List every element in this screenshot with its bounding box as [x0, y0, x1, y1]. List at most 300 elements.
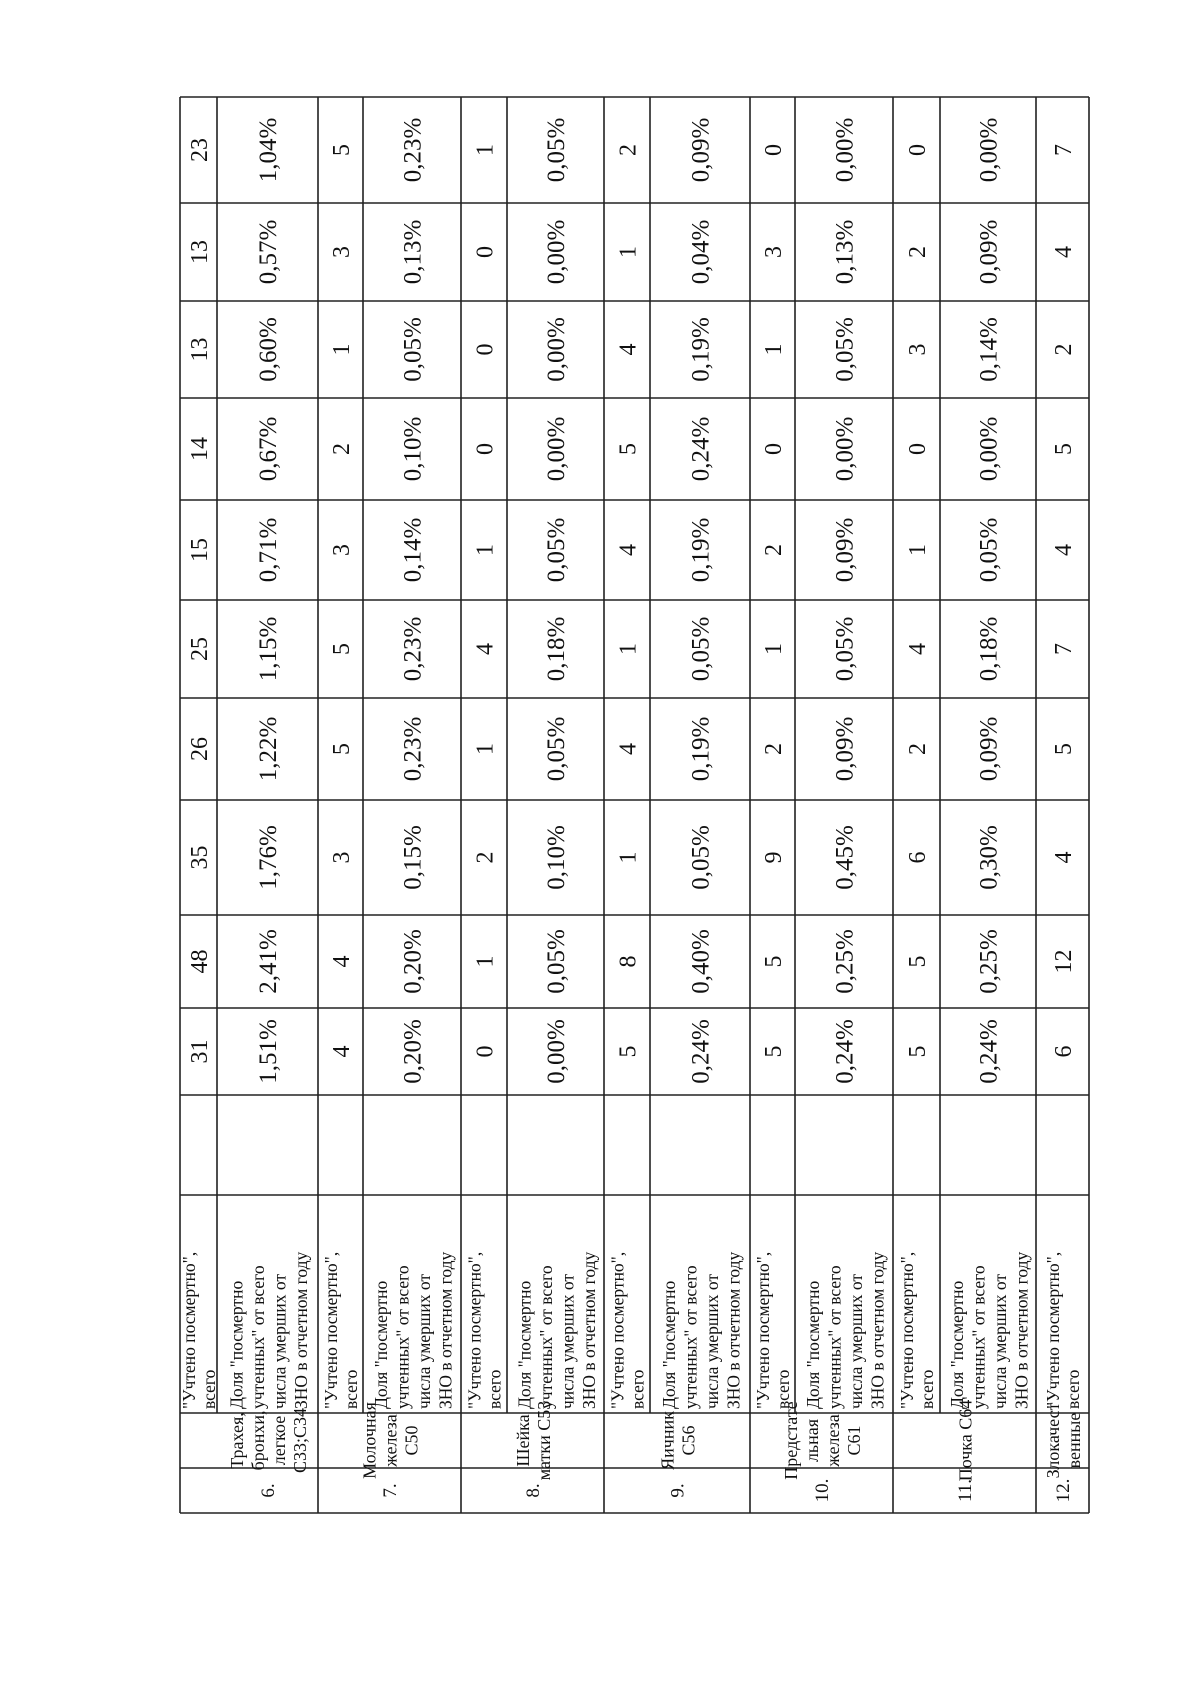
share-row-label-line: числа умерших от: [701, 1273, 722, 1409]
count-value-line: 4: [472, 643, 499, 655]
column-number-header-line: 13: [187, 337, 214, 362]
share-row-label-line: числа умерших от: [269, 1273, 290, 1409]
share-value-line: 0,25%: [975, 929, 1003, 994]
count-row-label: [608, 1252, 648, 1409]
count-value: [473, 443, 499, 455]
disease-name-line: С56: [678, 1425, 699, 1456]
disease-name: [955, 1400, 975, 1482]
share-value-line: 0,14%: [975, 317, 1003, 382]
column-number-header-line: 23: [187, 138, 214, 162]
share-value: [543, 825, 570, 890]
share-value: [255, 220, 282, 285]
share-value-line: 0,09%: [975, 219, 1003, 285]
count-value-line: 4: [1051, 246, 1078, 258]
share-value: [832, 1019, 859, 1084]
share-value-line: 0,00%: [543, 219, 571, 285]
share-value-line: 0,05%: [399, 317, 427, 382]
count-value-line: 9: [761, 851, 788, 864]
count-value-line: 2: [615, 144, 642, 156]
column-number-header: [187, 138, 213, 162]
count-value: [473, 643, 499, 655]
count-value-line: 5: [615, 1045, 642, 1058]
column-number-header-line: 31: [187, 1039, 214, 1064]
count-value-line: 0: [905, 443, 932, 455]
count-value-line: 5: [905, 955, 932, 968]
share-value-line: 0,13%: [399, 219, 427, 285]
share-value: [976, 1019, 1003, 1084]
count-value-line: 2: [761, 743, 788, 755]
disease-name: [1043, 1402, 1084, 1478]
rotated-statistics-table: [179, 97, 1089, 1513]
row-number-line: 6.: [258, 1483, 280, 1498]
disease-name-line: С33;С34: [289, 1407, 310, 1474]
share-value: [400, 717, 427, 782]
column-number-header-line: 35: [187, 845, 214, 870]
share-value: [976, 417, 1003, 482]
disease-name-line: Злокачест: [1042, 1402, 1063, 1479]
share-row-label-line: числа умерших от: [845, 1273, 866, 1409]
share-value-line: 1,15%: [255, 616, 283, 682]
share-value-line: 0,18%: [543, 616, 571, 682]
share-value: [255, 1019, 282, 1084]
count-row-label-line: всего: [627, 1369, 648, 1409]
share-value: [832, 929, 859, 994]
disease-name-line: Яичник: [657, 1411, 678, 1470]
share-value-line: 0,24%: [975, 1019, 1003, 1084]
share-value-line: 0,23%: [399, 716, 427, 782]
share-value-line: 0,19%: [687, 317, 715, 382]
count-value-line: 4: [1051, 851, 1078, 864]
column-number-header: [187, 846, 213, 870]
count-row-label-line: всего: [484, 1369, 505, 1409]
share-row-label-line: учтенных" от всего: [247, 1265, 268, 1409]
row-number-line: 11.: [955, 1478, 977, 1503]
column-number-header-line: 15: [187, 538, 214, 562]
share-value: [543, 1019, 570, 1084]
share-row-label: [659, 1251, 744, 1409]
share-value: [976, 220, 1003, 285]
count-value: [616, 1046, 642, 1058]
count-value-line: 1: [615, 851, 642, 864]
share-value: [832, 118, 859, 183]
share-value-line: 0,05%: [831, 616, 859, 682]
count-value: [616, 344, 642, 356]
share-value-line: 0,09%: [831, 517, 859, 583]
count-value-line: 5: [761, 1045, 788, 1058]
count-value-line: 2: [1051, 343, 1078, 356]
count-value-line: 5: [761, 955, 788, 968]
share-row-label: [371, 1251, 456, 1409]
count-row-label-line: всего: [199, 1369, 220, 1409]
share-value: [832, 417, 859, 482]
count-value-line: 5: [329, 743, 356, 755]
share-value-line: 0,71%: [255, 517, 283, 583]
count-value: [905, 643, 931, 655]
count-value-line: 4: [329, 955, 356, 968]
share-value: [400, 825, 427, 890]
share-value: [688, 617, 715, 682]
count-value: [1051, 443, 1077, 455]
share-value: [255, 518, 282, 583]
share-row-label-line: Доля "посмертно: [226, 1280, 247, 1409]
count-value: [905, 743, 931, 755]
row-number-line: 9.: [667, 1483, 689, 1498]
count-value-line: 3: [905, 343, 932, 356]
count-value: [329, 246, 355, 258]
share-row-label: [947, 1251, 1032, 1409]
count-value-line: 1: [905, 544, 932, 556]
share-value: [543, 417, 570, 482]
count-value-line: 8: [615, 955, 642, 968]
share-value: [976, 617, 1003, 682]
count-row-label-line: "Учтено посмертно",: [753, 1251, 774, 1409]
share-row-label-line: Доля "посмертно: [658, 1280, 679, 1409]
share-value-line: 0,25%: [831, 929, 859, 994]
count-value: [1051, 852, 1077, 864]
count-value: [761, 743, 787, 755]
count-value: [616, 643, 642, 655]
count-value: [1051, 743, 1077, 755]
count-row-label-line: "Учтено посмертно",: [321, 1251, 342, 1409]
count-value-line: 1: [761, 343, 788, 356]
share-row-label: [514, 1251, 599, 1409]
count-value-line: 3: [329, 851, 356, 864]
count-value: [329, 144, 355, 156]
share-value-line: 0,05%: [543, 716, 571, 782]
count-value: [473, 144, 499, 156]
share-value: [976, 518, 1003, 583]
row-number-line: 12.: [1053, 1478, 1075, 1503]
column-number-header: [187, 737, 213, 761]
count-value: [616, 743, 642, 755]
share-value-line: 0,05%: [543, 117, 571, 183]
share-value: [543, 118, 570, 183]
share-row-label-line: ЗНО в отчетном году: [867, 1251, 888, 1409]
count-row-label-line: всего: [341, 1369, 362, 1409]
share-row-label-line: ЗНО в отчетном году: [1011, 1251, 1032, 1409]
share-row-label-line: учтенных" от всего: [392, 1265, 413, 1409]
count-value: [616, 544, 642, 556]
share-value-line: 0,05%: [687, 825, 715, 890]
count-value-line: 6: [1051, 1045, 1078, 1058]
share-value: [400, 1019, 427, 1084]
share-row-label-line: ЗНО в отчетном году: [723, 1251, 744, 1409]
count-value: [905, 443, 931, 455]
count-value: [761, 1046, 787, 1058]
count-value-line: 2: [905, 246, 932, 258]
count-value-line: 5: [329, 144, 356, 156]
count-row-label: [321, 1252, 361, 1409]
share-value-line: 0,23%: [399, 117, 427, 183]
row-number-line: 8.: [523, 1483, 545, 1498]
count-value: [329, 344, 355, 356]
share-value-line: 0,19%: [687, 716, 715, 782]
share-value-line: 0,10%: [399, 416, 427, 482]
column-number-header: [187, 538, 213, 562]
column-number-header: [187, 240, 213, 264]
count-value-line: 4: [905, 643, 932, 655]
share-value-line: 0,24%: [687, 416, 715, 482]
share-value: [976, 118, 1003, 183]
count-value-line: 3: [761, 246, 788, 258]
share-value-line: 0,05%: [831, 317, 859, 382]
count-value: [905, 852, 931, 864]
count-value: [761, 246, 787, 258]
share-value: [400, 118, 427, 183]
count-value: [761, 544, 787, 556]
share-value: [976, 825, 1003, 890]
share-value-line: 0,30%: [975, 825, 1003, 890]
share-value: [832, 220, 859, 285]
disease-name-line: венные: [1063, 1412, 1084, 1469]
share-row-label-line: числа умерших от: [989, 1273, 1010, 1409]
count-value-line: 1: [472, 544, 499, 556]
disease-name-line: железа: [380, 1414, 401, 1467]
count-value: [761, 956, 787, 968]
share-value: [400, 617, 427, 682]
share-row-label-line: Доля "посмертно: [514, 1280, 535, 1409]
column-number-header: [187, 1040, 213, 1064]
share-value: [543, 317, 570, 382]
count-value: [616, 852, 642, 864]
share-value-line: 1,76%: [255, 825, 283, 890]
column-number-header-line: 13: [187, 240, 214, 264]
column-number-header-line: 14: [187, 437, 214, 461]
share-row-label-line: Доля "посмертно: [802, 1280, 823, 1409]
count-row-label: [753, 1252, 793, 1409]
row-number: [380, 1483, 401, 1497]
share-value-line: 0,18%: [975, 616, 1003, 682]
count-value-line: 0: [761, 144, 788, 156]
share-row-label-line: ЗНО в отчетном году: [290, 1251, 311, 1409]
share-value: [400, 317, 427, 382]
count-value-line: 4: [615, 743, 642, 755]
column-number-header-line: 48: [187, 949, 214, 974]
share-value: [688, 1019, 715, 1084]
count-value-line: 1: [472, 955, 499, 968]
count-value-line: 1: [329, 343, 356, 356]
share-value: [255, 417, 282, 482]
count-row-label: [897, 1252, 937, 1409]
share-value: [255, 929, 282, 994]
share-value: [832, 717, 859, 782]
share-value: [400, 518, 427, 583]
share-value-line: 1,04%: [255, 117, 283, 183]
share-value: [688, 929, 715, 994]
share-value: [688, 518, 715, 583]
share-value-line: 2,41%: [255, 929, 283, 994]
share-value: [688, 417, 715, 482]
share-value: [976, 929, 1003, 994]
share-value: [543, 929, 570, 994]
share-value: [255, 717, 282, 782]
share-value-line: 0,15%: [399, 825, 427, 890]
count-value-line: 0: [472, 443, 499, 455]
share-value-line: 0,67%: [255, 416, 283, 482]
row-number: [258, 1483, 279, 1497]
share-row-label-line: числа умерших от: [557, 1273, 578, 1409]
share-value-line: 0,05%: [543, 517, 571, 583]
disease-name-line: Предстате: [780, 1401, 801, 1480]
count-value: [1051, 643, 1077, 655]
count-value-line: 1: [472, 144, 499, 156]
count-value-line: 4: [329, 1045, 356, 1058]
count-value: [1051, 1046, 1077, 1058]
count-row-label-line: всего: [773, 1369, 794, 1409]
count-value: [905, 344, 931, 356]
disease-name-line: матки С53: [533, 1400, 554, 1481]
share-value-line: 0,05%: [975, 517, 1003, 583]
share-row-label: [803, 1251, 888, 1409]
count-value: [329, 1046, 355, 1058]
disease-name-line: Почка С64: [955, 1399, 976, 1482]
share-value: [976, 717, 1003, 782]
count-value-line: 1: [615, 246, 642, 258]
count-value-line: 5: [1051, 443, 1078, 455]
share-value-line: 0,24%: [831, 1019, 859, 1084]
share-value-line: 0,09%: [687, 117, 715, 183]
row-number: [812, 1479, 833, 1503]
count-value-line: 1: [761, 643, 788, 655]
share-value: [688, 118, 715, 183]
share-value: [976, 317, 1003, 382]
row-number: [523, 1483, 544, 1497]
count-value: [761, 144, 787, 156]
count-value-line: 0: [761, 443, 788, 455]
disease-name-line: С50: [401, 1425, 422, 1456]
count-value-line: 4: [1051, 544, 1078, 556]
row-number-line: 10.: [812, 1478, 834, 1503]
count-value-line: 4: [615, 544, 642, 556]
count-value: [473, 1046, 499, 1058]
count-value: [329, 956, 355, 968]
share-value: [832, 518, 859, 583]
share-value-line: 0,60%: [255, 317, 283, 382]
count-value-line: 5: [615, 443, 642, 455]
count-row-label-line: "Учтено посмертно",: [897, 1251, 918, 1409]
share-value-line: 0,13%: [831, 219, 859, 285]
share-value-line: 0,40%: [687, 929, 715, 994]
row-number: [668, 1483, 689, 1497]
share-value-line: 0,57%: [255, 219, 283, 285]
share-value: [255, 317, 282, 382]
share-value-line: 0,09%: [831, 716, 859, 782]
share-row-label: [226, 1251, 310, 1409]
count-value-line: 0: [905, 144, 932, 156]
share-value-line: 0,20%: [399, 1019, 427, 1084]
share-row-label-line: ЗНО в отчетном году: [578, 1251, 599, 1409]
column-number-header: [187, 950, 213, 974]
count-value-line: 3: [329, 246, 356, 258]
count-value: [473, 852, 499, 864]
count-value: [329, 544, 355, 556]
column-number-header: [187, 437, 213, 461]
share-value-line: 1,51%: [255, 1019, 283, 1084]
share-value-line: 1,22%: [255, 716, 283, 782]
share-value: [688, 717, 715, 782]
count-value: [905, 246, 931, 258]
count-value-line: 6: [905, 851, 932, 864]
count-value-line: 1: [615, 643, 642, 655]
share-value: [543, 717, 570, 782]
share-row-label-line: учтенных" от всего: [535, 1265, 556, 1409]
share-row-label-line: учтенных" от всего: [680, 1265, 701, 1409]
share-value: [832, 825, 859, 890]
share-value: [255, 617, 282, 682]
count-value: [329, 443, 355, 455]
count-value: [1051, 144, 1077, 156]
share-value-line: 0,00%: [831, 117, 859, 183]
count-value: [473, 246, 499, 258]
disease-name-line: Трахея,: [226, 1412, 247, 1469]
count-value-line: 2: [329, 443, 356, 455]
disease-name: [227, 1408, 310, 1473]
count-value: [905, 144, 931, 156]
share-value-line: 0,10%: [543, 825, 571, 890]
count-value: [761, 852, 787, 864]
share-value-line: 0,45%: [831, 825, 859, 890]
count-value: [329, 643, 355, 655]
count-value-line: 7: [1051, 144, 1078, 156]
share-value-line: 0,24%: [687, 1019, 715, 1084]
count-row-label: [179, 1252, 219, 1409]
share-value: [832, 317, 859, 382]
count-value-line: 2: [905, 743, 932, 755]
count-value: [905, 956, 931, 968]
row-number: [955, 1479, 976, 1502]
count-row-label-line: "Учтено посмертно",: [1043, 1251, 1064, 1409]
row-number-line: 7.: [380, 1483, 402, 1498]
disease-name-line: Молочная: [359, 1402, 380, 1479]
share-value: [543, 518, 570, 583]
count-value: [761, 344, 787, 356]
count-value: [473, 956, 499, 968]
row-number: [1053, 1479, 1074, 1503]
count-value: [616, 956, 642, 968]
share-row-label-line: Доля "посмертно: [946, 1280, 967, 1409]
count-value: [1051, 950, 1077, 974]
count-value-line: 2: [761, 544, 788, 556]
count-value: [1051, 246, 1077, 258]
share-value-line: 0,00%: [543, 317, 571, 382]
count-row-label-line: "Учтено посмертно",: [464, 1251, 485, 1409]
disease-name-line: Шейка: [512, 1414, 533, 1467]
share-value-line: 0,00%: [975, 416, 1003, 482]
count-value: [905, 544, 931, 556]
disease-name-line: легкое: [268, 1415, 289, 1466]
share-row-label-line: учтенных" от всего: [968, 1265, 989, 1409]
count-value: [905, 1046, 931, 1058]
count-row-label-line: всего: [917, 1369, 938, 1409]
share-value-line: 0,00%: [543, 416, 571, 482]
count-value-line: 1: [472, 743, 499, 755]
disease-name-line: С61: [843, 1425, 864, 1456]
share-value-line: 0,05%: [543, 929, 571, 994]
disease-name-line: железа: [822, 1414, 843, 1467]
share-value-line: 0,00%: [831, 416, 859, 482]
count-value-line: 3: [329, 544, 356, 556]
count-row-label-line: "Учтено посмертно",: [607, 1251, 628, 1409]
count-value: [473, 544, 499, 556]
count-value-line: 0: [472, 1045, 499, 1058]
share-value: [400, 417, 427, 482]
count-value-line: 2: [472, 851, 499, 864]
count-value-line: 7: [1051, 643, 1078, 655]
share-value-line: 0,00%: [543, 1019, 571, 1084]
share-value: [255, 118, 282, 183]
count-row-label-line: всего: [1063, 1369, 1084, 1409]
share-value: [688, 317, 715, 382]
